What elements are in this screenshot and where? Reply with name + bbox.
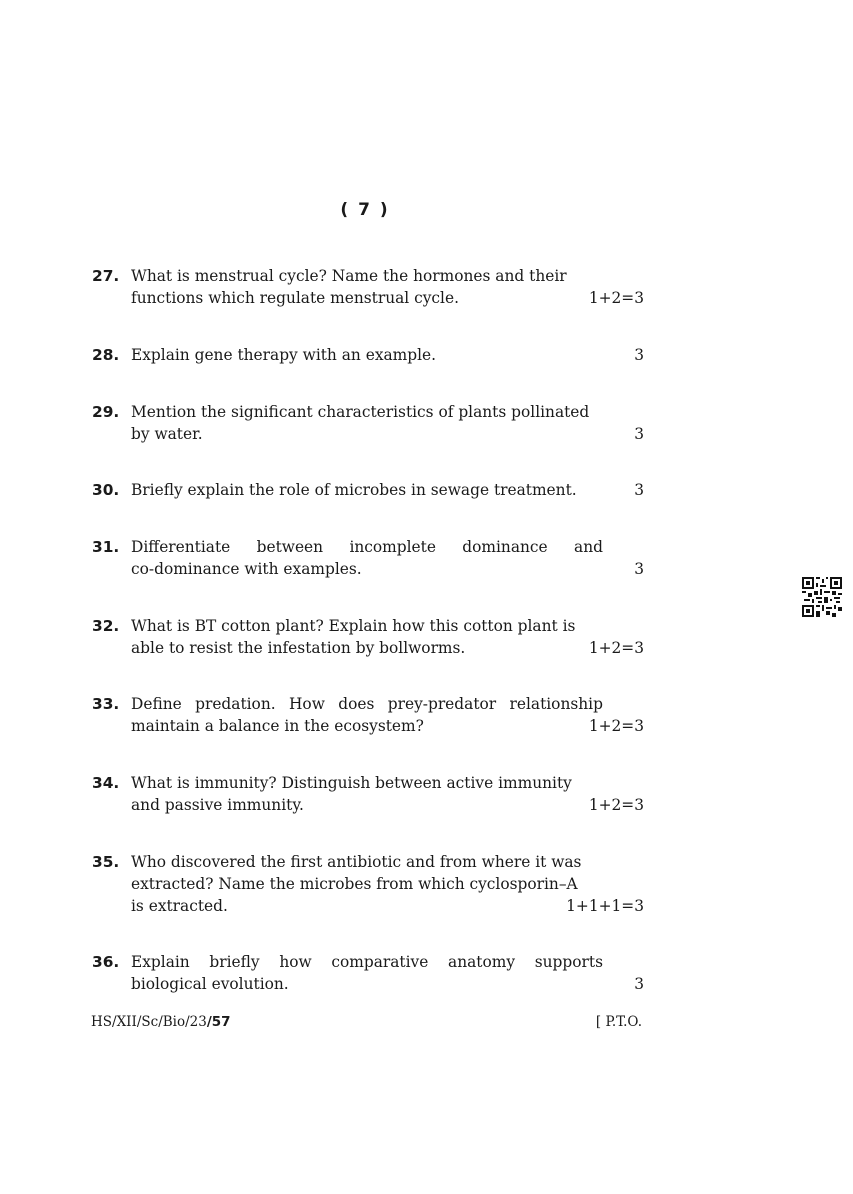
question-text: [131, 265, 603, 309]
question-marks: 3: [634, 346, 644, 364]
word: Differentiate: [131, 538, 231, 556]
question-number: 33.: [92, 695, 120, 713]
question-number: 35.: [92, 853, 120, 871]
question-number: 34.: [92, 774, 120, 792]
word: incomplete: [349, 538, 436, 556]
question-number: 27.: [92, 267, 120, 285]
question-line-justified: [131, 693, 603, 715]
question-33: [92, 693, 644, 737]
question-number: 30.: [92, 481, 120, 499]
question-text: [131, 851, 603, 917]
question-line: able to resist the infestation by bollworms.: [131, 639, 466, 657]
question-31: [92, 536, 644, 580]
word: and: [574, 538, 603, 556]
question-marks: 3: [634, 425, 644, 443]
question-number: 29.: [92, 403, 120, 421]
word: briefly: [209, 953, 260, 971]
question-line: Mention the significant characteristics of plants pollinated: [131, 403, 590, 421]
qr-code-icon: [802, 577, 842, 617]
question-27: [92, 265, 644, 309]
question-line: Briefly explain the role of microbes in sewage treatment.: [131, 481, 577, 499]
question-line: biological evolution.: [131, 975, 289, 993]
question-number: 32.: [92, 617, 120, 635]
question-text: [131, 615, 603, 659]
question-text: [131, 401, 603, 445]
question-32: [92, 615, 644, 659]
question-text: [131, 951, 603, 995]
question-marks: 1+1+1=3: [566, 897, 644, 915]
question-line: is extracted.: [131, 897, 228, 915]
word: comparative: [331, 953, 429, 971]
word: supports: [534, 953, 603, 971]
question-marks: 1+2=3: [588, 796, 644, 814]
question-marks: 1+2=3: [588, 289, 644, 307]
question-line: co-dominance with examples.: [131, 560, 362, 578]
question-line: What is menstrual cycle? Name the hormones and their: [131, 267, 567, 285]
question-line: maintain a balance in the ecosystem?: [131, 717, 424, 735]
question-line: What is BT cotton plant? Explain how this cotton plant is: [131, 617, 576, 635]
question-line-justified: [131, 536, 603, 558]
question-line: by water.: [131, 425, 203, 443]
question-line-justified: [131, 951, 603, 973]
please-turn-over: [ P.T.O.: [595, 1014, 642, 1030]
question-36: [92, 951, 644, 995]
question-text: [131, 536, 603, 580]
paper-code: [91, 1014, 231, 1030]
word: how: [279, 953, 312, 971]
question-35: [92, 851, 644, 917]
question-text: [131, 772, 603, 816]
question-30: [92, 479, 644, 501]
paper-code-suffix: /57: [206, 1014, 231, 1030]
question-line: What is immunity? Distinguish between active immunity: [131, 774, 572, 792]
question-line: Explain gene therapy with an example.: [131, 346, 437, 364]
word: dominance: [462, 538, 548, 556]
word: does: [338, 695, 375, 713]
word: prey-predator: [387, 695, 497, 713]
word: predation.: [195, 695, 276, 713]
question-29: [92, 401, 644, 445]
question-text: [131, 693, 603, 737]
question-number: 31.: [92, 538, 120, 556]
question-line: functions which regulate menstrual cycle.: [131, 289, 459, 307]
question-number: 28.: [92, 346, 120, 364]
word: between: [256, 538, 324, 556]
question-text: [131, 344, 603, 366]
word: relationship: [509, 695, 603, 713]
question-text: [131, 479, 603, 501]
question-marks: 1+2=3: [588, 717, 644, 735]
question-line: Who discovered the first antibiotic and from where it was: [131, 853, 582, 871]
question-line: and passive immunity.: [131, 796, 304, 814]
question-marks: 3: [634, 975, 644, 993]
question-marks: 3: [634, 481, 644, 499]
question-number: 36.: [92, 953, 120, 971]
word: anatomy: [448, 953, 516, 971]
word: How: [289, 695, 325, 713]
question-28: [92, 344, 644, 366]
question-line: extracted? Name the microbes from which cyclosporin–A: [131, 875, 578, 893]
paper-code-prefix: HS/XII/Sc/Bio/23: [91, 1014, 207, 1030]
word: Define: [131, 695, 182, 713]
word: Explain: [131, 953, 190, 971]
question-34: [92, 772, 644, 816]
question-marks: 3: [634, 560, 644, 578]
page-number: ( 7 ): [340, 200, 390, 220]
question-marks: 1+2=3: [588, 639, 644, 657]
